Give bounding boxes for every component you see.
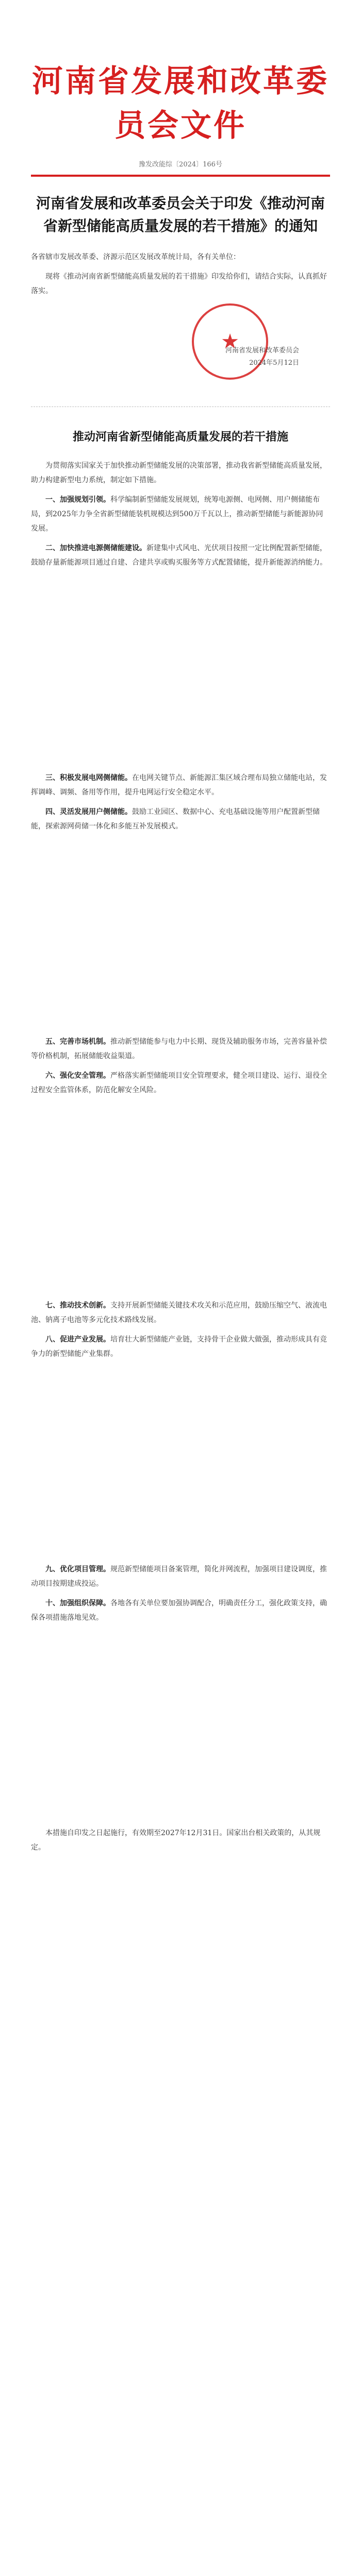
signature-org: 河南省发展和改革委员会 [225,347,299,354]
measure-heading: 九、优化项目管理。 [45,1565,110,1573]
measure-heading: 二、加快推进电源侧储能建设。 [45,544,146,552]
measure-body: 科学编制新型储能发展规划，统筹电源侧、电网侧、用户侧储能布局，到2025年力争全省新型储能装机规模达到500万千瓦以上，推动新型储能与新能源协同发展。 [31,496,323,533]
measure-body: 规范新型储能项目备案管理，简化并网流程，加强项目建设调度，推动项目按期建成投运。 [31,1565,327,1588]
measure-paragraph [31,1035,330,1063]
page-gap [31,839,330,1035]
measure-heading: 三、积极发展电网侧储能。 [45,774,132,782]
closing-paragraph: 本措施自印发之日起施行，有效期至2027年12月31日。国家出台相关政策的，从其规定。 [31,1829,321,1852]
measure-paragraph [31,541,330,570]
masthead: 河南省发展和改革委员会文件 [32,63,329,144]
page-gap [31,1366,330,1562]
measure-body: 新建集中式风电、光伏项目按照一定比例配置新型储能，鼓励存量新能源项目通过自建、合建共享或购买服务等方式配置储能，提升新能源消纳能力。 [31,544,327,567]
measure-body: 培育壮大新型储能产业链，支持骨干企业做大做强，推动形成具有竞争力的新型储能产业集群。 [31,1335,327,1358]
page-divider [31,406,330,407]
measure-heading: 七、推动技术创新。 [45,1301,110,1310]
measure-body: 在电网关键节点、新能源汇集区域合理布局独立储能电站，发挥调峰、调频、备用等作用，提升电网运行安全稳定水平。 [31,774,327,796]
measure-body: 各地各有关单位要加强协调配合，明确责任分工，强化政策支持，确保各项措施落地见效。 [31,1599,327,1622]
measure-paragraph [31,1562,330,1591]
measure-heading: 八、促进产业发展。 [45,1335,110,1344]
signature-text [225,345,299,369]
official-seal-icon: ★ [192,303,268,380]
preface-paragraph: 为贯彻落实国家关于加快推动新型储能发展的决策部署，推动我省新型储能高质量发展，助力构建新型电力系统，制定如下措施。 [31,462,327,484]
intro-paragraph: 现将《推动河南省新型储能高质量发展的若干措施》印发给你们，请结合实际，认真抓好落实。 [31,273,327,295]
measure-body: 鼓励工业园区、数据中心、充电基础设施等用户配置新型储能，探索源网荷储一体化和多能互补发展模式。 [31,808,320,831]
measure-heading: 十、加强组织保障。 [45,1599,110,1607]
measure-paragraph [31,771,330,800]
measure-body: 推动新型储能参与电力中长期、现货及辅助服务市场，完善容量补偿等价格机制，拓展储能收益渠道。 [31,1038,327,1060]
page-gap [31,1630,330,1826]
measures-list [31,493,330,1826]
measure-paragraph [31,1298,330,1327]
measure-paragraph [31,1596,330,1625]
measure-paragraph [31,1332,330,1361]
measure-heading: 五、完善市场机制。 [45,1038,110,1046]
measure-paragraph [31,805,330,834]
attachment-title: 推动河南省新型储能高质量发展的若干措施 [72,430,288,444]
doc-number: 豫发改能综〔2024〕166号 [139,161,222,168]
page-gap [31,575,330,771]
red-divider [31,175,330,177]
measure-paragraph [31,1069,330,1097]
measure-heading: 一、加强规划引领。 [45,496,110,504]
signature-date: 2024年5月12日 [249,359,299,367]
measure-heading: 六、强化安全管理。 [45,1072,110,1080]
measure-body: 支持开展新型储能关键技术攻关和示范应用，鼓励压缩空气、液流电池、钠离子电池等多元化技术路线发展。 [31,1301,327,1324]
measure-heading: 四、灵活发展用户侧储能。 [45,808,132,816]
measure-paragraph [31,493,330,536]
recipient-line: 各省辖市发展改革委、济源示范区发展改革统计局，各有关单位： [31,253,240,261]
measure-body: 严格落实新型储能项目安全管理要求，健全项目建设、运行、退役全过程安全监管体系，防范化解安全风险。 [31,1072,327,1094]
signature-block [31,303,330,386]
page-gap [31,1103,330,1298]
notice-title: 河南省发展和改革委员会关于印发《推动河南省新型储能高质量发展的若干措施》的通知 [36,195,325,234]
